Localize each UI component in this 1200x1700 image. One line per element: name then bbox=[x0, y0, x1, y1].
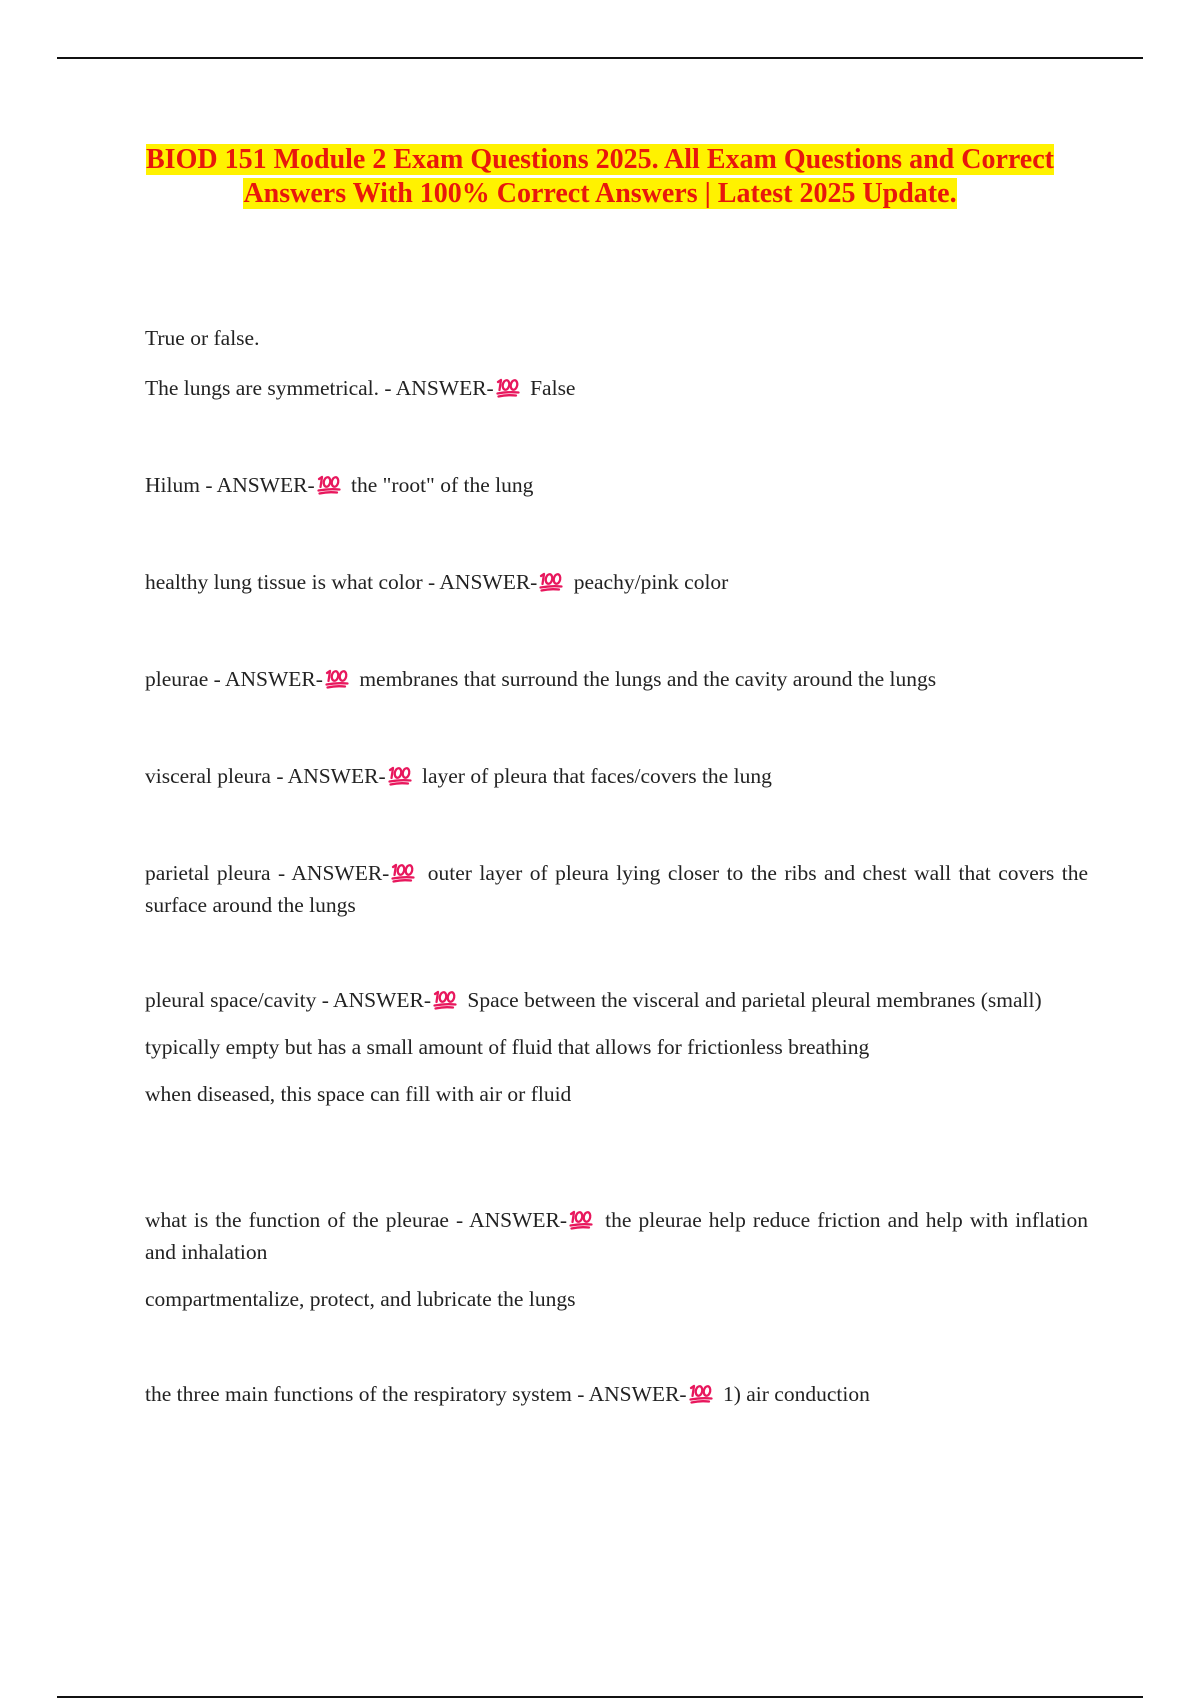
hundred-points-icon bbox=[324, 667, 350, 689]
answer-extra-line: when diseased, this space can fill with air or fluid bbox=[145, 1082, 572, 1106]
answer-text: outer layer of pleura lying closer to the ribs and chest wall that covers the surface around the lungs bbox=[145, 861, 1088, 917]
question-text: Hilum bbox=[145, 473, 200, 497]
question-text: pleural space/cavity bbox=[145, 988, 317, 1012]
hundred-points-icon bbox=[387, 764, 413, 786]
qa-entry bbox=[145, 1378, 1088, 1410]
prompt-text: True or false. bbox=[145, 326, 260, 350]
hundred-points-icon bbox=[495, 376, 521, 398]
title-line-2: Answers With 100% Correct Answers | Latest 2025 Update. bbox=[243, 178, 957, 209]
answer-text: the pleurae help reduce friction and help with inflation and inhalation bbox=[145, 1208, 1088, 1264]
answer-marker: - ANSWER- bbox=[448, 1208, 568, 1232]
qa-entry bbox=[145, 372, 1088, 404]
answer-text: membranes that surround the lungs and the cavity around the lungs bbox=[359, 667, 937, 691]
qa-entry bbox=[145, 857, 1088, 921]
hundred-points-icon bbox=[688, 1382, 714, 1404]
question-text: parietal pleura bbox=[145, 861, 271, 885]
hundred-points-icon bbox=[316, 473, 342, 495]
document-title bbox=[120, 143, 1080, 211]
hundred-points-icon bbox=[390, 861, 416, 883]
answer-marker: - ANSWER- bbox=[199, 473, 315, 497]
qa-entry bbox=[145, 760, 1088, 792]
answer-marker: - ANSWER- bbox=[422, 570, 538, 594]
answer-text: layer of pleura that faces/covers the lung bbox=[422, 764, 772, 788]
answer-marker: - ANSWER- bbox=[270, 861, 390, 885]
answer-marker: - ANSWER- bbox=[270, 764, 386, 788]
top-rule bbox=[57, 57, 1143, 59]
qa-prompt bbox=[145, 322, 1088, 354]
qa-entry bbox=[145, 1204, 1088, 1315]
hundred-points-icon bbox=[538, 570, 564, 592]
answer-marker: - ANSWER- bbox=[316, 988, 431, 1012]
answer-text: False bbox=[530, 376, 576, 400]
answer-text: Space between the visceral and parietal pleural membranes (small) bbox=[467, 988, 1042, 1012]
answer-extra-line: compartmentalize, protect, and lubricate the lungs bbox=[145, 1287, 576, 1311]
question-text: what is the function of the pleurae bbox=[145, 1208, 449, 1232]
answer-extra-line: typically empty but has a small amount of fluid that allows for frictionless breathing bbox=[145, 1035, 870, 1059]
title-line-1: BIOD 151 Module 2 Exam Questions 2025. All Exam Questions and Correct bbox=[146, 144, 1054, 175]
answer-text: peachy/pink color bbox=[573, 570, 729, 594]
question-text: The lungs are symmetrical. bbox=[145, 376, 380, 400]
qa-entry bbox=[145, 663, 1088, 695]
answer-text: 1) air conduction bbox=[722, 1382, 870, 1406]
question-text: the three main functions of the respiratory system bbox=[145, 1382, 572, 1406]
answer-marker: - ANSWER- bbox=[379, 376, 494, 400]
question-text: healthy lung tissue is what color bbox=[145, 570, 423, 594]
bottom-rule bbox=[57, 1696, 1143, 1698]
answer-marker: - ANSWER- bbox=[571, 1382, 687, 1406]
question-text: visceral pleura bbox=[145, 764, 271, 788]
answer-marker: - ANSWER- bbox=[208, 667, 323, 691]
qa-entry bbox=[145, 566, 1088, 598]
hundred-points-icon bbox=[568, 1208, 594, 1230]
answer-text: the "root" of the lung bbox=[351, 473, 534, 497]
question-text: pleurae bbox=[145, 667, 209, 691]
hundred-points-icon bbox=[432, 988, 458, 1010]
qa-entry bbox=[145, 984, 1088, 1110]
qa-entry bbox=[145, 469, 1088, 501]
